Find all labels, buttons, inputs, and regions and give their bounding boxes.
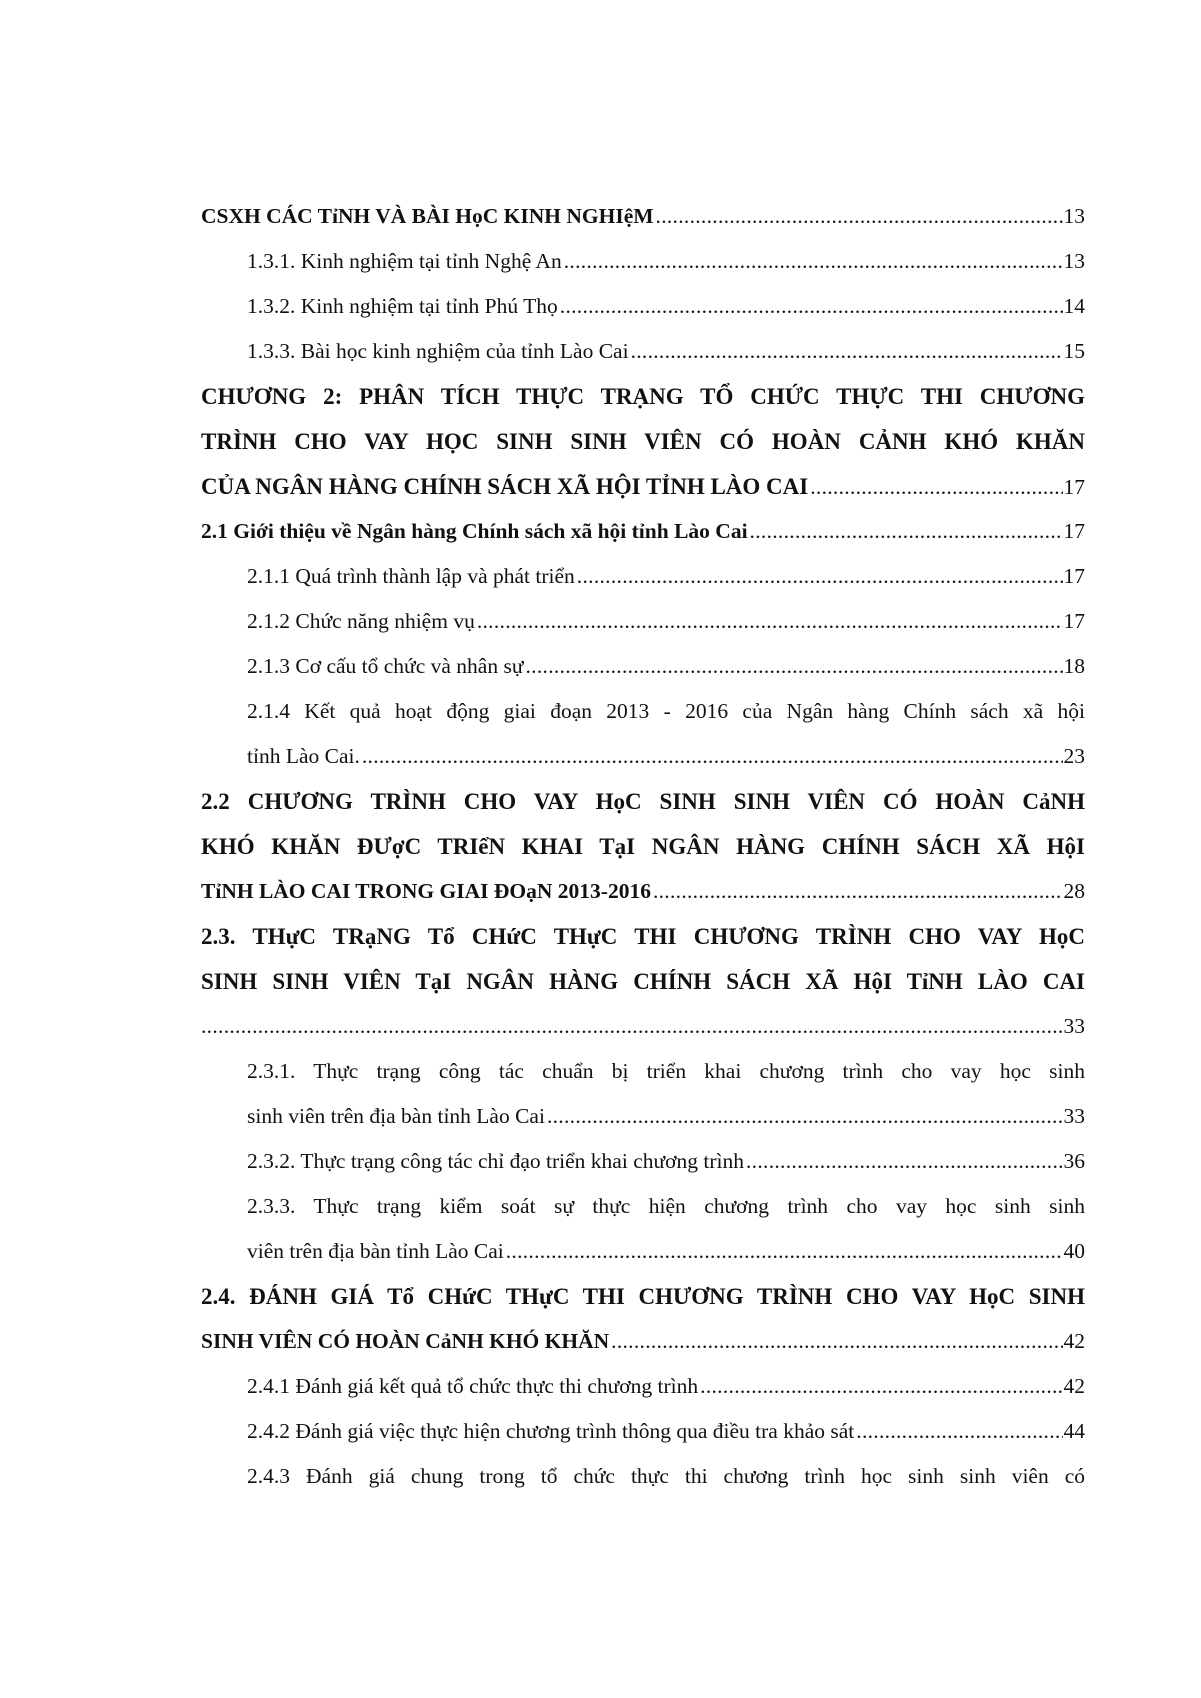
toc-entry[interactable] — [201, 1094, 1085, 1139]
toc-page-number: 42 — [1063, 1329, 1085, 1353]
toc-entry[interactable] — [201, 779, 1085, 824]
toc-page-number: 15 — [1063, 339, 1085, 363]
toc-entry[interactable] — [201, 1319, 1085, 1364]
toc-entry[interactable] — [201, 1139, 1085, 1184]
toc-entry-title: SINH SINH VIÊN TạI NGÂN HÀNG CHÍNH SÁCH XÃ HộI TỉNH LÀO CAI — [201, 969, 1085, 994]
toc-entry[interactable] — [201, 1409, 1085, 1454]
toc-page-number: 17 — [1063, 564, 1085, 588]
toc-entry-title: 2.4. ĐÁNH GIÁ Tổ CHứC THựC THI CHƯƠNG TRÌNH CHO VAY HọC SINH — [201, 1284, 1085, 1309]
toc-entry[interactable] — [201, 554, 1085, 599]
toc-entry-title: 2.1.2 Chức năng nhiệm vụ — [247, 609, 475, 633]
toc-leader-dots — [810, 465, 1062, 509]
toc-page-number: 17 — [1063, 609, 1085, 633]
toc-entry[interactable] — [201, 869, 1085, 914]
toc-entry-title: 2.3. THựC TRạNG Tổ CHứC THựC THI CHƯƠNG TRÌNH CHO VAY HọC — [201, 924, 1085, 949]
toc-entry-title: KHÓ KHĂN ĐƯợC TRIểN KHAI TạI NGÂN HÀNG CHÍNH SÁCH XÃ HộI — [201, 834, 1085, 859]
toc-entry[interactable] — [201, 1184, 1085, 1229]
toc-entry-title: 2.3.1. Thực trạng công tác chuẩn bị triển khai chương trình cho vay học sinh — [247, 1059, 1085, 1083]
toc-entry-title: 2.4.3 Đánh giá chung trong tổ chức thực thi chương trình học sinh sinh viên có — [247, 1464, 1085, 1488]
toc-entry[interactable] — [201, 644, 1085, 689]
toc-page-number: 17 — [1063, 519, 1085, 543]
toc-entry[interactable] — [201, 959, 1085, 1004]
toc-leader-dots — [653, 869, 1063, 914]
toc-leader-dots — [477, 599, 1063, 644]
toc-entry-title: CSXH CÁC TỉNH VÀ BÀI HọC KINH NGHIệM — [201, 204, 654, 228]
toc-entry-title: 2.1.4 Kết quả hoạt động giai đoạn 2013 - 2016 của Ngân hàng Chính sách xã hội — [247, 699, 1085, 723]
toc-leader-dots — [750, 509, 1063, 554]
toc-leader-dots — [856, 1409, 1062, 1454]
toc-entry[interactable] — [201, 1454, 1085, 1499]
toc-entry[interactable] — [201, 1364, 1085, 1409]
toc-entry-title: 2.3.2. Thực trạng công tác chỉ đạo triển khai chương trình — [247, 1149, 744, 1173]
toc-leader-dots — [547, 1094, 1063, 1139]
toc-leader-dots — [611, 1319, 1062, 1364]
toc-entry-title: SINH VIÊN CÓ HOÀN CảNH KHÓ KHĂN — [201, 1329, 610, 1353]
toc-entry-chapter-2-line-1[interactable] — [201, 374, 1085, 419]
toc-leader-dots — [201, 1004, 1063, 1049]
toc-leader-dots — [577, 554, 1063, 599]
toc-leader-dots — [526, 644, 1063, 689]
toc-page-number: 14 — [1063, 294, 1085, 318]
toc-entry-title: 2.1.3 Cơ cấu tổ chức và nhân sự — [247, 654, 524, 678]
toc-entry-title: 2.1 Giới thiệu về Ngân hàng Chính sách xã hội tỉnh Lào Cai — [201, 519, 748, 543]
toc-entry[interactable] — [201, 599, 1085, 644]
toc-entry-title: viên trên địa bàn tỉnh Lào Cai — [247, 1239, 504, 1263]
toc-entry-title: 1.3.3. Bài học kinh nghiệm của tỉnh Lào Cai — [247, 339, 629, 363]
toc-entry[interactable] — [201, 734, 1085, 779]
toc-leader-dots — [746, 1139, 1063, 1184]
toc-page-number: 13 — [1063, 204, 1085, 228]
toc-entry-title: sinh viên trên địa bàn tỉnh Lào Cai — [247, 1104, 545, 1128]
toc-entry[interactable] — [201, 1049, 1085, 1094]
toc-page-number: 17 — [1063, 475, 1085, 499]
toc-entry-chapter-2-line-2[interactable] — [201, 419, 1085, 464]
toc-leader-dots — [700, 1364, 1062, 1409]
toc-entry[interactable] — [201, 1004, 1085, 1049]
table-of-contents — [201, 194, 1085, 1499]
toc-leader-dots — [506, 1229, 1063, 1274]
toc-entry-title: 2.4.1 Đánh giá kết quả tổ chức thực thi chương trình — [247, 1374, 699, 1398]
toc-entry[interactable] — [201, 329, 1085, 374]
toc-entry-title: CHƯƠNG 2: PHÂN TÍCH THỰC TRẠNG TỔ CHỨC THỰC THI CHƯƠNG — [201, 384, 1085, 409]
toc-page-number: 33 — [1063, 1104, 1085, 1128]
toc-entry[interactable] — [201, 689, 1085, 734]
toc-entry-title: 1.3.2. Kinh nghiệm tại tỉnh Phú Thọ — [247, 294, 558, 318]
toc-entry-title: tỉnh Lào Cai. — [247, 744, 360, 768]
toc-entry-title: 2.3.3. Thực trạng kiểm soát sự thực hiện chương trình cho vay học sinh sinh — [247, 1194, 1085, 1218]
toc-entry-title: 2.1.1 Quá trình thành lập và phát triển — [247, 564, 575, 588]
toc-entry-title: CỦA NGÂN HÀNG CHÍNH SÁCH XÃ HỘI TỈNH LÀO CAI — [201, 474, 809, 499]
toc-leader-dots — [362, 734, 1063, 779]
toc-entry[interactable] — [201, 509, 1085, 554]
toc-page-number: 13 — [1063, 249, 1085, 273]
toc-page-number: 42 — [1063, 1374, 1085, 1398]
toc-entry-title: 1.3.1. Kinh nghiệm tại tỉnh Nghệ An — [247, 249, 562, 273]
toc-entry[interactable] — [201, 1229, 1085, 1274]
toc-page-number: 36 — [1063, 1149, 1085, 1173]
toc-page-number: 44 — [1063, 1419, 1085, 1443]
toc-leader-dots — [564, 239, 1063, 284]
toc-entry[interactable] — [201, 1274, 1085, 1319]
toc-entry[interactable] — [201, 824, 1085, 869]
toc-leader-dots — [656, 194, 1063, 239]
toc-page-number: 40 — [1063, 1239, 1085, 1263]
toc-entry[interactable] — [201, 194, 1085, 239]
toc-page-number: 18 — [1063, 654, 1085, 678]
toc-entry-title: TRÌNH CHO VAY HỌC SINH SINH VIÊN CÓ HOÀN CẢNH KHÓ KHĂN — [201, 429, 1085, 454]
toc-entry-title: 2.2 CHƯƠNG TRÌNH CHO VAY HọC SINH SINH VIÊN CÓ HOÀN CảNH — [201, 789, 1085, 814]
toc-entry[interactable] — [201, 239, 1085, 284]
toc-entry-title: TỉNH LÀO CAI TRONG GIAI ĐOạN 2013-2016 — [201, 879, 651, 903]
toc-entry-chapter-2-line-3[interactable] — [201, 464, 1085, 509]
toc-entry[interactable] — [201, 914, 1085, 959]
toc-page-number: 23 — [1063, 744, 1085, 768]
toc-leader-dots — [631, 329, 1063, 374]
toc-entry-title: 2.4.2 Đánh giá việc thực hiện chương trình thông qua điều tra khảo sát — [247, 1419, 855, 1443]
toc-entry[interactable] — [201, 284, 1085, 329]
toc-page-number: 33 — [1063, 1014, 1085, 1038]
toc-leader-dots — [560, 284, 1063, 329]
toc-page-number: 28 — [1063, 879, 1085, 903]
